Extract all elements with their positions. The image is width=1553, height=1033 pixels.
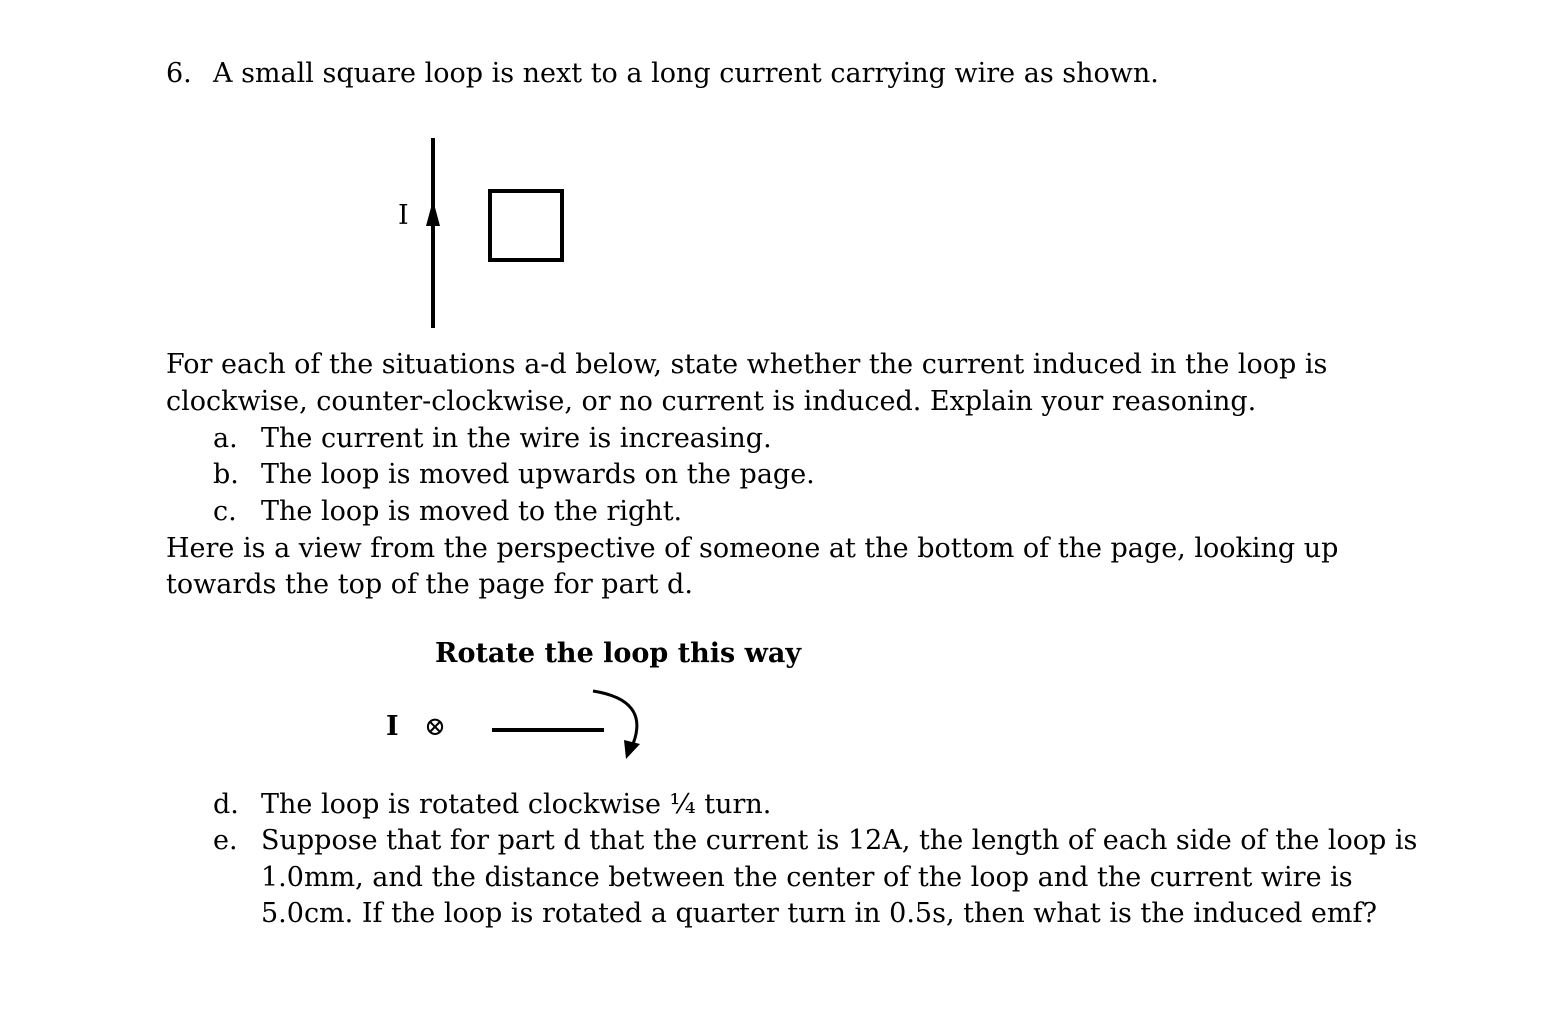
part-e-letter: e. bbox=[213, 825, 238, 856]
part-b-text: The loop is moved upwards on the page. bbox=[261, 459, 815, 490]
question-prompt: A small square loop is next to a long current carrying wire as shown. bbox=[213, 58, 1159, 89]
part-c-text: The loop is moved to the right. bbox=[261, 496, 683, 527]
part-a-text: The current in the wire is increasing. bbox=[261, 423, 772, 454]
perspective-note-line-2: towards the top of the page for part d. bbox=[166, 569, 693, 600]
into-page-icon: ⊗ bbox=[424, 712, 446, 742]
part-d-letter: d. bbox=[213, 789, 239, 820]
part-b-letter: b. bbox=[213, 459, 239, 490]
rotation-arrow-head-icon bbox=[624, 740, 640, 759]
rotation-arrow-curve bbox=[593, 691, 637, 744]
end-view-current-label: I bbox=[386, 711, 399, 742]
rotation-caption: Rotate the loop this way bbox=[435, 638, 802, 669]
part-d-text: The loop is rotated clockwise ¼ turn. bbox=[261, 789, 772, 820]
wire-current-label: I bbox=[398, 200, 409, 231]
perspective-note-line-1: Here is a view from the perspective of someone at the bottom of the page, looking up bbox=[166, 533, 1339, 564]
instructions-line-1: For each of the situations a-d below, state whether the current induced in the loop is bbox=[166, 349, 1328, 380]
question-number: 6. bbox=[166, 58, 192, 89]
part-e-text-line-2: 1.0mm, and the distance between the center of the loop and the current wire is bbox=[261, 862, 1353, 893]
part-e-text-line-1: Suppose that for part d that the current is 12A, the length of each side of the loop is bbox=[261, 825, 1418, 856]
part-a-letter: a. bbox=[213, 423, 238, 454]
part-e-text-line-3: 5.0cm. If the loop is rotated a quarter turn in 0.5s, then what is the induced emf? bbox=[261, 898, 1377, 929]
instructions-line-2: clockwise, counter-clockwise, or no current is induced. Explain your reasoning. bbox=[166, 386, 1257, 417]
part-c-letter: c. bbox=[213, 496, 237, 527]
